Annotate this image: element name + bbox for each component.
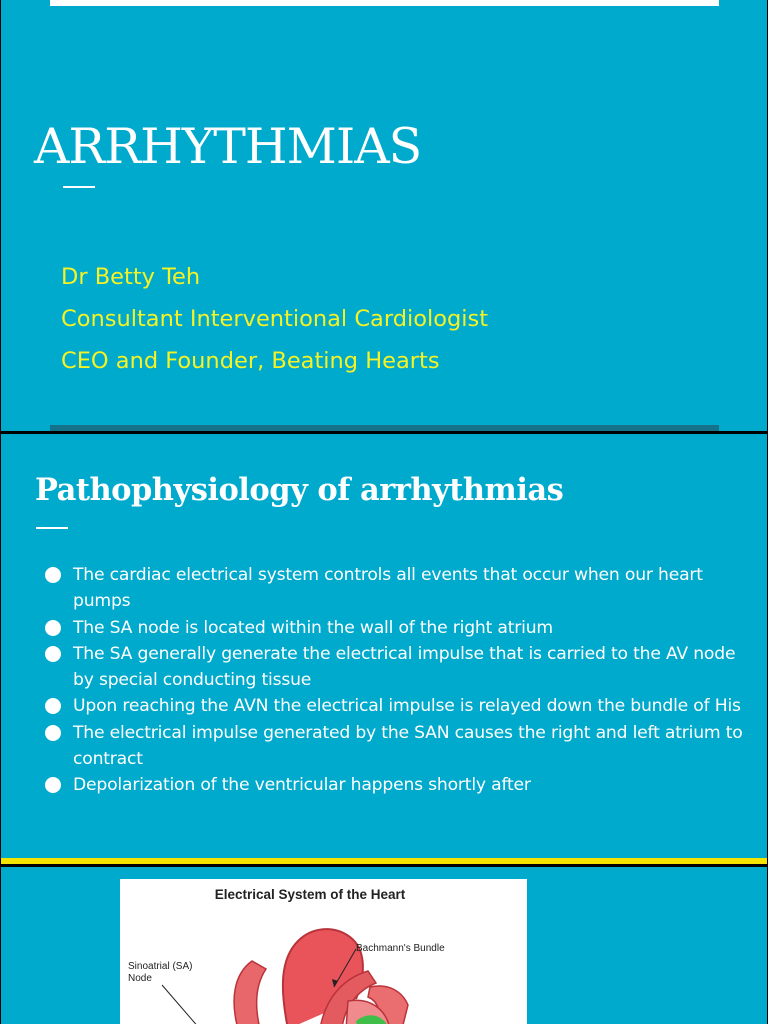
- heading-accent-line: [36, 527, 68, 529]
- bullet-text: Upon reaching the AVN the electrical impulse is relayed down the bundle of His: [73, 696, 741, 717]
- sa-node-label: Sinoatrial (SA) Node: [128, 961, 193, 984]
- bullet-dot-icon: [45, 698, 61, 714]
- bullet-item: [45, 641, 745, 694]
- bullet-item: [45, 693, 745, 719]
- bullet-item: [45, 772, 745, 798]
- presenter-company: CEO and Founder, Beating Hearts: [61, 348, 440, 374]
- bullet-text: The electrical impulse generated by the SAN causes the right and left atrium to contract: [73, 722, 743, 770]
- presenter-info: [61, 256, 488, 382]
- bullet-text: The cardiac electrical system controls all events that occur when our heart pumps: [73, 565, 703, 612]
- figure-slide: [1, 867, 767, 1024]
- figure-title: Electrical System of the Heart: [214, 887, 406, 902]
- bottom-shadow-bar: [50, 425, 719, 431]
- bullet-dot-icon: [45, 725, 61, 741]
- bullet-text: The SA generally generate the electrical impulse that is carried to the AV node by special conducting tissue: [73, 643, 736, 691]
- title-slide: [1, 0, 767, 431]
- bullet-dot-icon: [45, 567, 61, 583]
- bullet-dot-icon: [45, 777, 61, 793]
- heart-diagram: [120, 879, 527, 1024]
- bullet-text: Depolarization of the ventricular happens shortly after: [73, 775, 531, 796]
- slide-heading: Pathophysiology of arrhythmias: [35, 472, 564, 508]
- top-white-bar: [50, 0, 719, 6]
- title-accent-line: [63, 186, 95, 188]
- bullet-item: [45, 562, 745, 615]
- bullet-dot-icon: [45, 646, 61, 662]
- bullet-item: [45, 720, 745, 773]
- slide-title: ARRHYTHMIAS: [34, 118, 422, 175]
- bullet-text: The SA node is located within the wall of the right atrium: [73, 617, 553, 638]
- bullet-item: [45, 615, 745, 641]
- presenter-name: Dr Betty Teh: [61, 264, 201, 290]
- bullet-dot-icon: [45, 620, 61, 636]
- bachmann-bundle-label: Bachmann's Bundle: [356, 943, 445, 954]
- bullet-list: [45, 562, 745, 799]
- presenter-role: Consultant Interventional Cardiologist: [61, 306, 489, 332]
- yellow-divider-bar: [1, 858, 767, 864]
- content-slide: [1, 434, 767, 864]
